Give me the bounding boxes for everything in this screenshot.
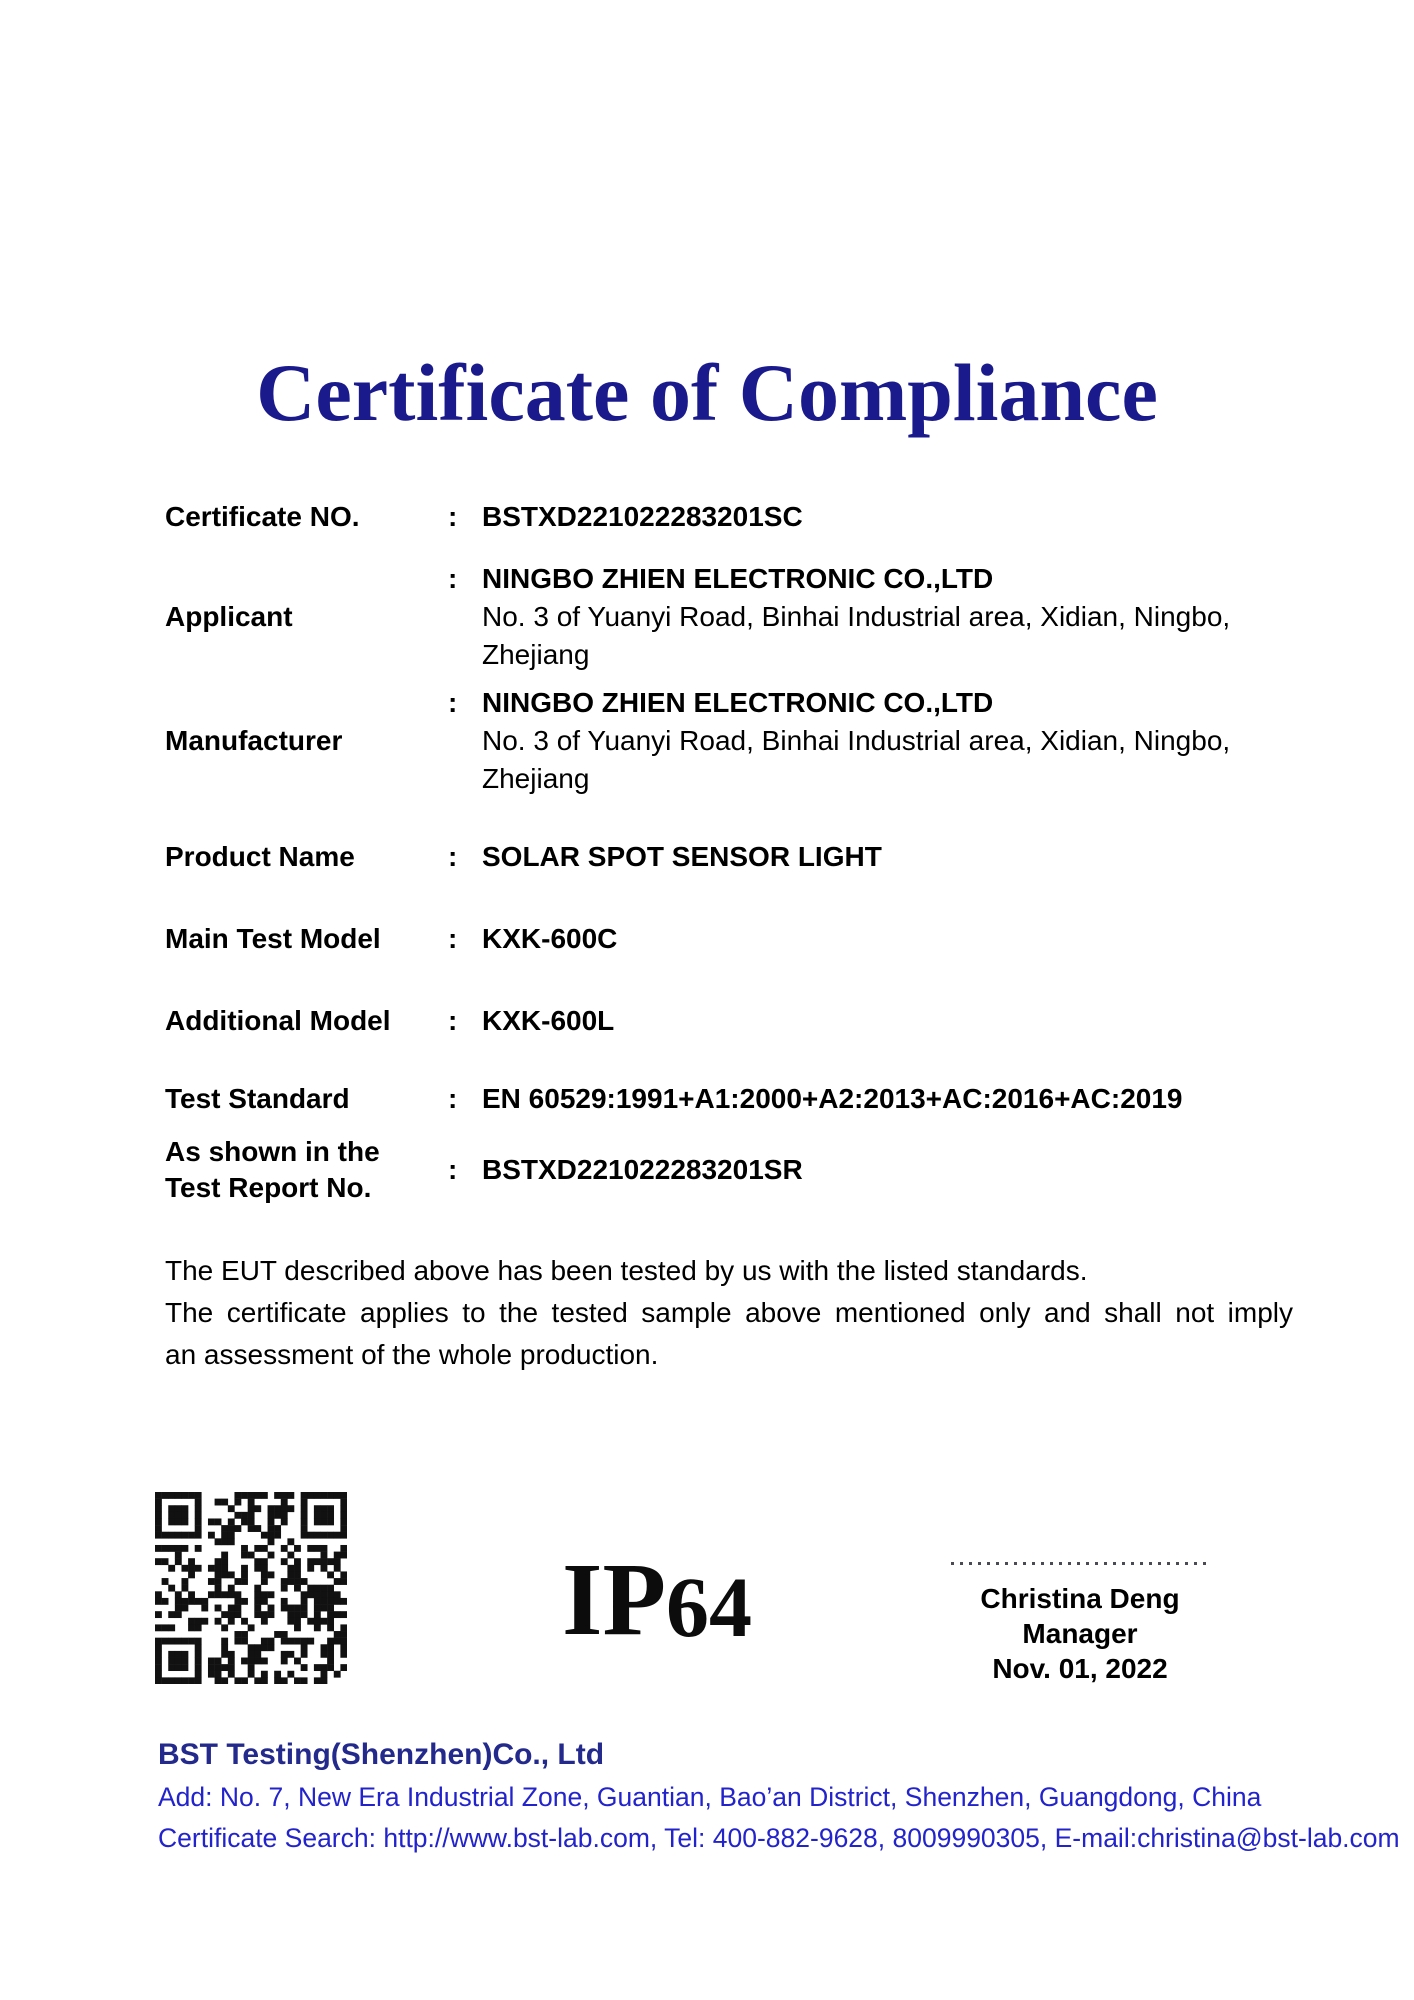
field-value: KXK-600L	[482, 1005, 615, 1036]
field-product-name	[165, 838, 1293, 876]
field-label: Test Standard	[165, 1083, 350, 1114]
field-test-standard	[165, 1080, 1293, 1118]
field-label-line2: Test Report No.	[165, 1172, 372, 1203]
applicant-address-line1: No. 3 of Yuanyi Road, Binhai Industrial area, Xidian, Ningbo,	[482, 601, 1231, 632]
field-label-line1: As shown in the	[165, 1136, 380, 1167]
signer-role: Manager	[1022, 1618, 1138, 1649]
ip-rating-prefix: IP	[562, 1542, 666, 1657]
signer-name: Christina Deng	[980, 1583, 1180, 1614]
manufacturer-address-line1: No. 3 of Yuanyi Road, Binhai Industrial area, Xidian, Ningbo,	[482, 725, 1231, 756]
field-label: Applicant	[165, 601, 293, 632]
field-test-report-no	[165, 1134, 1293, 1206]
field-colon: :	[448, 501, 458, 532]
field-certificate-no	[165, 498, 1293, 536]
field-colon: :	[448, 841, 458, 872]
applicant-name: NINGBO ZHIEN ELECTRONIC CO.,LTD	[482, 563, 994, 594]
field-colon: :	[448, 1083, 458, 1114]
footer	[158, 1738, 1400, 1855]
field-manufacturer	[165, 684, 1293, 798]
signature-dotted-line	[951, 1562, 1209, 1565]
field-label: Additional Model	[165, 1005, 391, 1036]
manufacturer-address-line2: Zhejiang	[482, 763, 590, 794]
statement-line3: an assessment of the whole production.	[165, 1339, 659, 1370]
statement-line1: The EUT described above has been tested by us with the listed standards.	[165, 1255, 1088, 1286]
field-main-test-model	[165, 920, 1293, 958]
signature-block	[935, 1562, 1225, 1686]
certificate-fields	[165, 498, 1293, 1206]
field-additional-model	[165, 1002, 1293, 1040]
lab-company-name: BST Testing(Shenzhen)Co., Ltd	[158, 1738, 605, 1771]
field-value	[482, 560, 1230, 674]
field-value: SOLAR SPOT SENSOR LIGHT	[482, 841, 882, 872]
field-applicant	[165, 560, 1293, 674]
compliance-statement	[165, 1250, 1293, 1376]
field-label	[165, 1134, 448, 1206]
field-value: KXK-600C	[482, 923, 618, 954]
field-colon: :	[448, 687, 458, 718]
ip-rating-digits: 64	[666, 1559, 752, 1655]
qr-code	[155, 1492, 347, 1684]
field-value: EN 60529:1991+A1:2000+A2:2013+AC:2016+AC:2019	[482, 1083, 1183, 1114]
lab-address: Add: No. 7, New Era Industrial Zone, Guantian, Bao’an District, Shenzhen, Guangdong, China	[158, 1782, 1262, 1812]
field-colon: :	[448, 563, 458, 594]
statement-line2: The certificate applies to the tested sample above mentioned only and shall not imply	[165, 1297, 1293, 1328]
certificate-search-line: Certificate Search: http://www.bst-lab.com, Tel: 400-882-9628, 8009990305, E-mail:christina@bst-lab.com	[158, 1823, 1400, 1853]
field-value	[482, 684, 1230, 798]
field-colon: :	[448, 923, 458, 954]
applicant-address-line2: Zhejiang	[482, 639, 590, 670]
manufacturer-name: NINGBO ZHIEN ELECTRONIC CO.,LTD	[482, 687, 994, 718]
field-label: Main Test Model	[165, 923, 381, 954]
field-value: BSTXD221022283201SC	[482, 501, 803, 532]
field-value: BSTXD221022283201SR	[482, 1154, 803, 1185]
ip-rating	[562, 1542, 752, 1657]
field-colon: :	[448, 1005, 458, 1036]
field-label: Certificate NO.	[165, 501, 360, 532]
field-label: Product Name	[165, 841, 355, 872]
signature-date: Nov. 01, 2022	[992, 1653, 1168, 1684]
field-label: Manufacturer	[165, 725, 343, 756]
field-colon: :	[448, 1154, 458, 1185]
certificate-title: Certificate of Compliance	[256, 347, 1158, 438]
